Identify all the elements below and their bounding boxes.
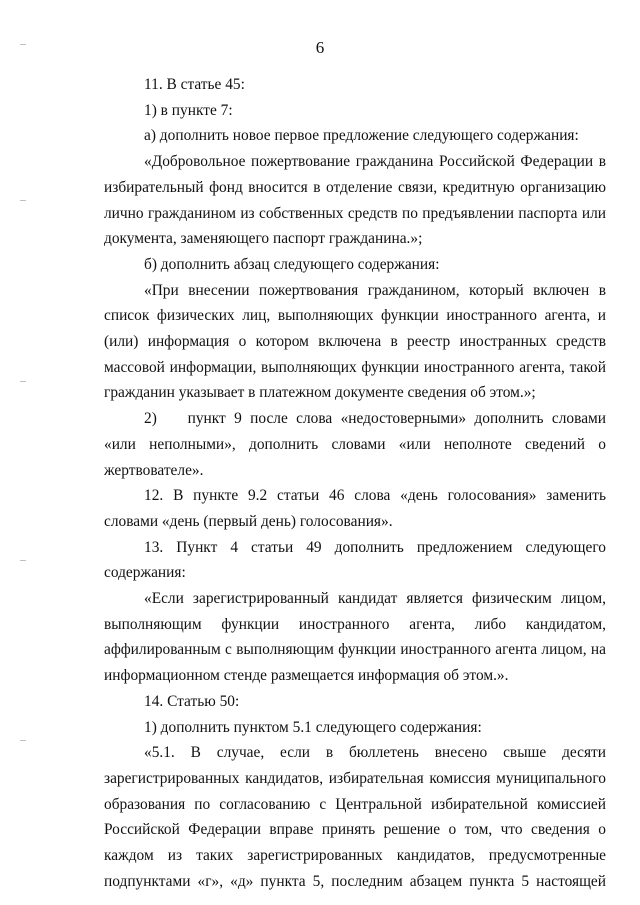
paragraph-item-14: 14. Статью 50: (144, 692, 240, 710)
paragraph-subpoint-b: б) дополнить абзац следующего содержания: (144, 255, 440, 273)
scan-margin-mark (20, 381, 26, 382)
paragraph-item-12: 12. В пункте 9.2 статьи 46 слова «день голосования» заменить словами «день (первый день) голосования». (104, 487, 606, 530)
page-number: 6 (315, 38, 325, 57)
scan-margin-mark (20, 200, 26, 201)
paragraph-item-13: 13. Пункт 4 статьи 49 дополнить предложением следующего содержания: (104, 538, 606, 582)
scan-margin-mark (20, 560, 26, 561)
paragraph-point-7: 1) в пункте 7: (144, 101, 233, 119)
paragraph-quote-candidate: «Если зарегистрированный кандидат является физическим лицом, выполняющим функции иностранного агента, либо кандидатом, аффилированным с выполняющим функции иностранного агента лицом, на информационном стенде размещается информация об этом.». (104, 590, 606, 685)
paragraph-article-45: 11. В статье 45: (144, 76, 245, 93)
paragraph-quote-foreign-agent: «При внесении пожертвования гражданином, который включен в список физических лиц, выполняющих функции иностранного агента, и (или) информация о котором включена в реестр иностранных средств массовой информации, выполняющих функции иностранного агента, такой гражданин указывает в платежном документе сведения об этом.»; (104, 281, 606, 402)
scan-margin-mark (20, 740, 26, 741)
paragraph-quote-ballot: «5.1. В случае, если в бюллетень внесено свыше десяти зарегистрированных кандидатов, избирательная комиссия муниципального образования по согласованию с Центральной избирательной комиссией Российской Федерации вправе принять решение о том, что сведения о каждом из таких зарегистрированных кандидатов, предусмотренные подпунктами «г», «д» пункта 5, последним абзацем пункта 5 настоящей (104, 744, 606, 890)
paragraph-quote-donation: «Добровольное пожертвование гражданина Российской Федерации в избирательный фонд вносится в отделение связи, кредитную организацию лично гражданином из собственных средств по предъявлении паспорта или документа, заменяющего паспорт гражданина.»; (104, 153, 606, 248)
paragraph-subpoint-a: а) дополнить новое первое предложение следующего содержания: (144, 127, 579, 145)
paragraph-point-5-1: 1) дополнить пунктом 5.1 следующего содержания: (144, 718, 482, 736)
paragraph-point-9: 2) пункт 9 после слова «недостоверными» дополнить словами «или неполными», дополнить словами «или неполноте сведений о жертвователе». (104, 410, 606, 479)
document-body (104, 72, 606, 895)
